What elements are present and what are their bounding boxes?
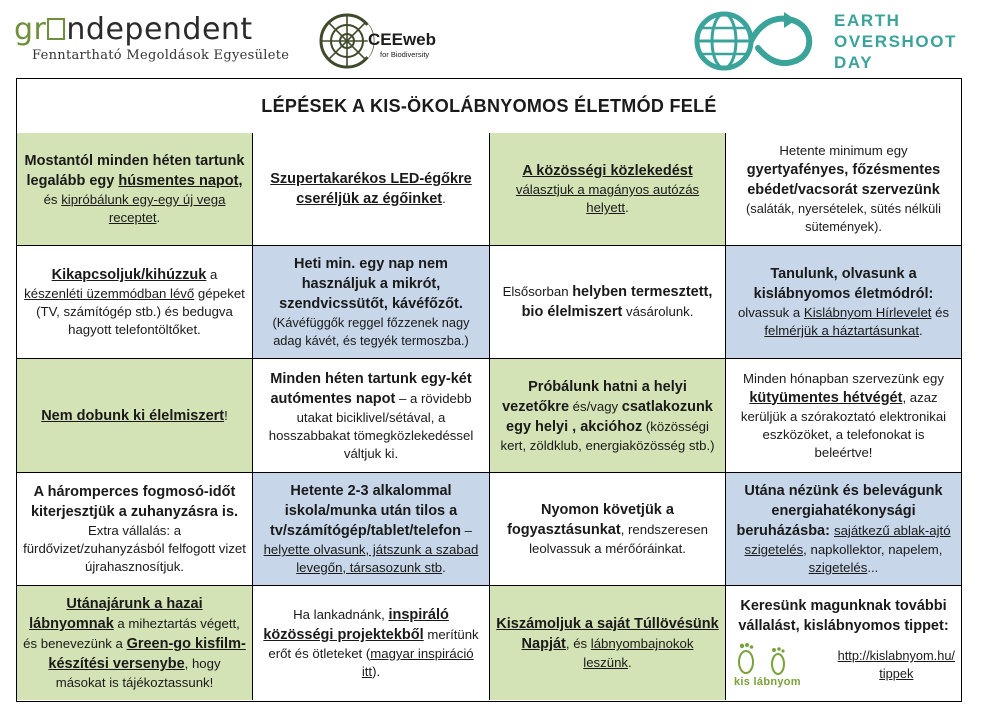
cell-inspiring-projects: Ha lankadnánk, inspiráló közösségi projektekből merítünk erőt és ötleteket (magyar inspiráció itt). [253,586,490,700]
logo-e-mark [47,18,65,40]
food-waste-link[interactable]: Nem dobunk ki élelmiszert [41,407,225,424]
cell-screen-free: Hetente 2-3 alkalommal iskola/munka után tilos a tv/számítógép/tablet/telefon – helyette olvasunk, játszunk a szabad levegőn, társasozunk stb. [253,473,490,586]
cell-local-food: Elsősorban helyben termesztett, bio élelmiszert vásárolunk. [490,246,726,359]
cell-car-free-day: Minden héten tartunk egy-két autómentes napot – a rövidebb utakat biciklivel/sétával, a hosszabbakat tömegközlekedéssel váltjuk ki. [253,359,490,473]
cell-public-transport: A közösségi közlekedést választjuk a magányos autózás helyett. [490,133,726,246]
earth-overshoot-day-logo [692,6,967,76]
cell-candle-dinner: Hetente minimum egy gyertyafényes, főzésmentes ebédet/vacsorát szervezünk (saláták, nyersételek, sütés nélküli sütemények). [726,133,961,246]
household-survey-link[interactable]: felmérjük a háztartásunkat [764,323,919,338]
cell-track-consumption: Nyomon követjük a fogyasztásunkat, rendszeresen leolvassuk a mérőóráinkat. [490,473,726,586]
page-title: LÉPÉSEK A KIS-ÖKOLÁBNYOMOS ÉLETMÓD FELÉ [261,95,717,116]
cell-no-food-waste: Nem dobunk ki élelmiszert! [17,359,253,473]
globe-infinity-icon [692,10,826,72]
cell-no-microwave: Heti min. egy nap nem használjuk a mikrót, szendvicssütőt, kávéfőzőt. (Kávéfüggők reggel főzzenek nagy adag kávét, és tegyék termoszba.) [253,246,490,359]
cell-standby-unplug: Kikapcsoljuk/kihúzzuk a készenléti üzemmódban lévő gépeket (TV, számítógép stb.) és bedugva hagyott telefontöltőket. [17,246,253,359]
green-go-link[interactable]: Green-go kisfilm-készítési versenybe [48,636,246,672]
cell-gadget-free-weekend: Minden hónapban szervezünk egy kütyümentes hétvégét, azaz kerüljük a szórakoztató elektronikai eszközöket, a telefonokat is beleértve! [726,359,961,473]
steps-table [16,78,962,702]
hungarian-inspiration-link[interactable]: magyar inspiráció itt [361,646,474,679]
cell-learn-lifestyle: Tanulunk, olvasunk a kislábnyomos életmódról: olvassuk a Kislábnyom Hírlevelet és felmérjük a háztartásunkat. [726,246,961,359]
eod-line2: OVERSHOOT [834,32,958,51]
steps-grid [17,133,961,700]
cell-led-bulbs: Szupertakarékos LED-égőkre cseréljük az égőinket. [253,133,490,246]
cell-meatless-day: Mostantól minden héten tartunk legalább egy húsmentes napot, és kipróbálunk egy-egy új vega receptet. [17,133,253,246]
vega-recipe-link[interactable]: kipróbálunk egy-egy új vega receptet [61,192,226,225]
public-transport-link[interactable]: A közösségi közlekedést [522,163,693,179]
ceeweb-logo [318,8,458,74]
cell-domestic-footprint: Utánajárunk a hazai lábnyomnak a miheztartás végett, és benevezünk a Green-go kisfilm-készítési versenybe, hogy másokat is tájékoztassunk! [17,586,253,700]
greendependent-subtitle: Fenntartható Megoldások Egyesülete [32,48,290,63]
greendependent-logo [14,14,314,74]
eod-line3: DAY [834,53,874,72]
newsletter-link[interactable]: Kislábnyom Hírlevelet [803,305,932,320]
kislabnyom-logo-text: kis lábnyom [734,676,801,688]
logo-text-b: ndependent [66,12,253,47]
overshoot-calc-link[interactable]: Kiszámoljuk a saját Túllövésünk Napját [496,616,719,652]
footprint-link[interactable]: Utánajárunk a hazai lábnyomnak [29,596,203,632]
community-projects-link[interactable]: inspiráló közösségi projektekből [263,607,449,643]
kislabnyom-logo [732,640,802,690]
tips-link[interactable]: http://kislabnyom.hu/ tippek [837,648,955,681]
cell-local-leaders: Próbálunk hatni a helyi vezetőkre és/vagy csatlakozunk egy helyi , akcióhoz (közösségi kert, zöldklub, energiaközösség stb.) [490,359,726,473]
szigeteles-link[interactable]: szigetelés [808,560,868,575]
insulation-link[interactable]: sajátkezű ablak-ajtó szigetelés [744,523,951,557]
cell-short-shower: A háromperces fogmosó-időt kiterjesztjük a zuhanyzásra is. Extra vállalás: a fürdővizet/zuhanyzásból felfogott vizet újrahasznosítjuk. [17,473,253,586]
cell-energy-efficiency: Utána nézünk és belevágunk energiahatékonysági beruházásba: sajátkezű ablak-ajtó szigetelés, napkollektor, napelem, szigetelés... [726,473,961,586]
led-bulbs-link[interactable]: Szupertakarékos LED-égőkre cseréljük az égőinket [270,171,472,207]
footprint-icon [732,640,802,676]
title-row [17,79,961,134]
ceeweb-subtitle: for Biodiversity [380,50,430,59]
eod-wordmark [834,10,957,73]
cell-more-tips: Keresünk magunknak további vállalást, kislábnyomos tippet: kis lábnyom http://kislabnyom.hu/ tippek [726,586,961,700]
cell-overshoot-day: Kiszámoljuk a saját Túllövésünk Napját, és lábnyombajnokok leszünk. [490,586,726,700]
ceeweb-name: CEEweb [368,30,437,49]
tip-bottom [732,640,955,690]
eod-line1: EARTH [834,11,901,30]
greendependent-wordmark [14,14,314,46]
logo-text-a: gr [14,12,47,47]
